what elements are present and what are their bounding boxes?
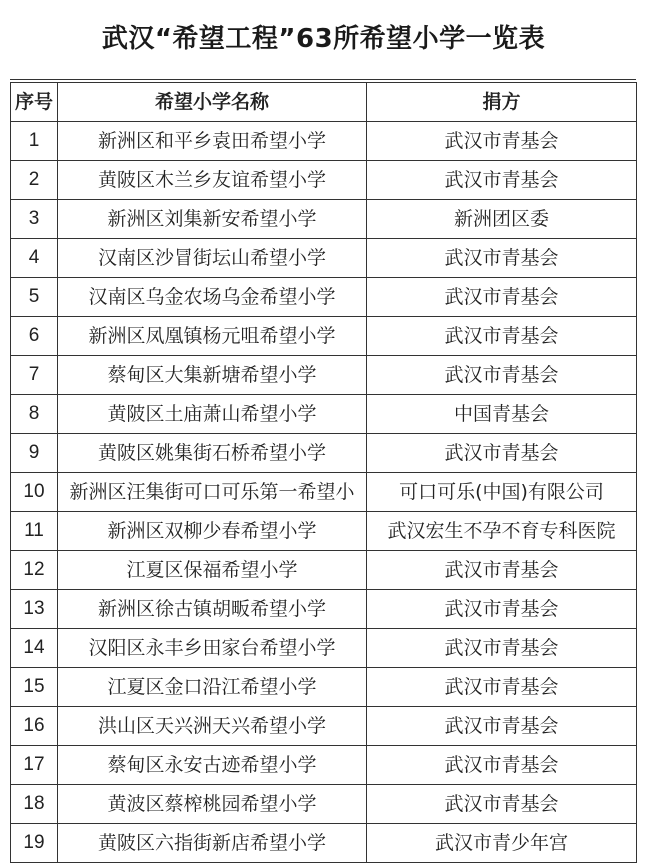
table-row	[11, 824, 637, 863]
table-row	[11, 239, 637, 278]
school-name-cell: 汉阳区永丰乡田家台希望小学	[58, 629, 367, 668]
table-row	[11, 668, 637, 707]
donor-cell: 武汉市青基会	[367, 707, 637, 746]
school-name-cell: 江夏区保福希望小学	[58, 551, 367, 590]
table-row	[11, 434, 637, 473]
row-number: 16	[11, 707, 58, 746]
school-name-cell: 蔡甸区永安古迹希望小学	[58, 746, 367, 785]
donor-cell: 武汉市青基会	[367, 785, 637, 824]
row-number: 5	[11, 278, 58, 317]
school-name-cell: 新洲区刘集新安希望小学	[58, 200, 367, 239]
row-number: 10	[11, 473, 58, 512]
school-name-cell: 江夏区金口沿江希望小学	[58, 668, 367, 707]
donor-cell: 武汉市青基会	[367, 278, 637, 317]
row-number: 11	[11, 512, 58, 551]
donor-cell: 武汉市青基会	[367, 590, 637, 629]
row-number: 18	[11, 785, 58, 824]
row-number: 14	[11, 629, 58, 668]
donor-cell: 武汉市青少年宫	[367, 824, 637, 863]
header-donor: 捐方	[367, 83, 637, 122]
row-number: 12	[11, 551, 58, 590]
table-row	[11, 785, 637, 824]
school-name-cell: 黄陂区六指街新店希望小学	[58, 824, 367, 863]
donor-cell: 武汉市青基会	[367, 434, 637, 473]
table-row	[11, 200, 637, 239]
donor-cell: 武汉市青基会	[367, 317, 637, 356]
donor-cell: 武汉市青基会	[367, 668, 637, 707]
table-row	[11, 161, 637, 200]
row-number: 9	[11, 434, 58, 473]
row-number: 15	[11, 668, 58, 707]
school-name-cell: 新洲区凤凰镇杨元咀希望小学	[58, 317, 367, 356]
row-number: 4	[11, 239, 58, 278]
table-body	[11, 122, 637, 863]
table-row	[11, 317, 637, 356]
school-name-cell: 新洲区和平乡袁田希望小学	[58, 122, 367, 161]
row-number: 3	[11, 200, 58, 239]
school-name-cell: 黄陂区土庙萧山希望小学	[58, 395, 367, 434]
school-name-cell: 新洲区徐古镇胡畈希望小学	[58, 590, 367, 629]
donor-cell: 武汉市青基会	[367, 746, 637, 785]
donor-cell: 新洲团区委	[367, 200, 637, 239]
page-title: 武汉“希望工程”63所希望小学一览表	[101, 24, 546, 54]
school-list-table	[10, 82, 637, 863]
table-row	[11, 746, 637, 785]
donor-cell: 武汉宏生不孕不育专科医院	[367, 512, 637, 551]
row-number: 13	[11, 590, 58, 629]
school-name-cell: 黄陂区木兰乡友谊希望小学	[58, 161, 367, 200]
table-row	[11, 512, 637, 551]
school-name-cell: 新洲区汪集街可口可乐第一希望小	[58, 473, 367, 512]
donor-cell: 可口可乐(中国)有限公司	[367, 473, 637, 512]
table-header-row	[11, 83, 637, 122]
donor-cell: 中国青基会	[367, 395, 637, 434]
school-list-table-wrapper	[10, 82, 636, 863]
row-number: 8	[11, 395, 58, 434]
table-row	[11, 629, 637, 668]
school-name-cell: 蔡甸区大集新塘希望小学	[58, 356, 367, 395]
table-row	[11, 395, 637, 434]
school-name-cell: 黄波区蔡榨桃园希望小学	[58, 785, 367, 824]
header-school-name: 希望小学名称	[58, 83, 367, 122]
donor-cell: 武汉市青基会	[367, 161, 637, 200]
row-number: 1	[11, 122, 58, 161]
row-number: 2	[11, 161, 58, 200]
row-number: 6	[11, 317, 58, 356]
table-row	[11, 707, 637, 746]
table-row	[11, 551, 637, 590]
table-row	[11, 278, 637, 317]
school-name-cell: 黄陂区姚集街石桥希望小学	[58, 434, 367, 473]
donor-cell: 武汉市青基会	[367, 629, 637, 668]
school-name-cell: 汉南区乌金农场乌金希望小学	[58, 278, 367, 317]
header-number: 序号	[11, 83, 58, 122]
school-name-cell: 洪山区天兴洲天兴希望小学	[58, 707, 367, 746]
table-row	[11, 590, 637, 629]
row-number: 17	[11, 746, 58, 785]
school-name-cell: 汉南区沙冒街坛山希望小学	[58, 239, 367, 278]
row-number: 19	[11, 824, 58, 863]
donor-cell: 武汉市青基会	[367, 356, 637, 395]
donor-cell: 武汉市青基会	[367, 239, 637, 278]
table-row	[11, 122, 637, 161]
donor-cell: 武汉市青基会	[367, 122, 637, 161]
table-row	[11, 473, 637, 512]
table-row	[11, 356, 637, 395]
school-name-cell: 新洲区双柳少春希望小学	[58, 512, 367, 551]
donor-cell: 武汉市青基会	[367, 551, 637, 590]
row-number: 7	[11, 356, 58, 395]
